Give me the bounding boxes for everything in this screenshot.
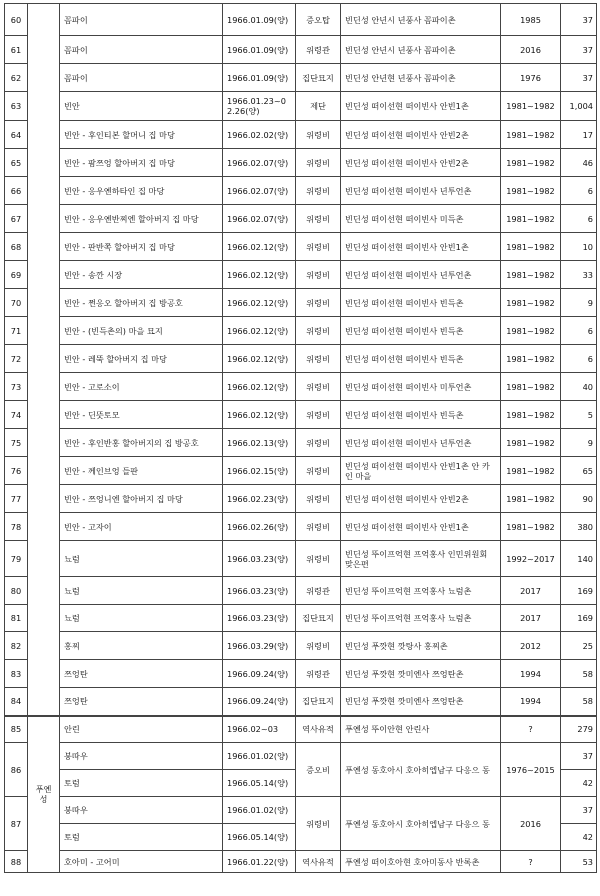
- table-row: [5, 688, 597, 716]
- memorial-type: 증오탑: [296, 4, 341, 36]
- memorial-type: 위령비: [296, 632, 341, 660]
- incident-date: 1966.02.13(양): [223, 429, 296, 457]
- location: 빈딘성 안년현 년풍사 꼼파이촌: [341, 64, 501, 92]
- location: 푸옌성 뚜이안현 안린사: [341, 716, 501, 743]
- victim-count: 40: [561, 373, 597, 401]
- row-number: 79: [5, 541, 28, 577]
- table-row: [5, 605, 597, 632]
- memorial-type: 위령비: [296, 177, 341, 205]
- table-row: [5, 660, 597, 688]
- location: 빈딘성 뚜이프억현 프억홍사 뇨럼촌: [341, 605, 501, 632]
- location: 빈딘성 떠이선현 떠이빈사 빈득촌: [341, 317, 501, 345]
- table-row: [5, 743, 597, 770]
- incident-date: 1966.02.12(양): [223, 289, 296, 317]
- table-row: [5, 513, 597, 541]
- memorial-type: 집단묘지: [296, 688, 341, 716]
- memorial-type: 위령비: [296, 485, 341, 513]
- incident-date: 1966.09.24(양): [223, 660, 296, 688]
- table-row: [5, 261, 597, 289]
- table-row: [5, 632, 597, 660]
- victim-count: 169: [561, 605, 597, 632]
- incident-date: 1966.02.26(양): [223, 513, 296, 541]
- site-name: 꼼파이: [60, 4, 223, 36]
- table-row: [5, 429, 597, 457]
- memorial-type: 위령비: [296, 345, 341, 373]
- built-year: 1994: [501, 660, 561, 688]
- built-year: 1981~1982: [501, 149, 561, 177]
- memorial-type: 위령비: [296, 457, 341, 485]
- site-name: 토럼: [60, 770, 223, 797]
- victim-count: 6: [561, 177, 597, 205]
- site-name: 빈안 - 고로소이: [60, 373, 223, 401]
- victim-count: 37: [561, 797, 597, 824]
- memorial-type: 위령비: [296, 317, 341, 345]
- site-name: 안린: [60, 716, 223, 743]
- row-number: 83: [5, 660, 28, 688]
- incident-date: 1966.02.07(양): [223, 205, 296, 233]
- row-number: 77: [5, 485, 28, 513]
- location: 빈딘성 떠이선현 떠이빈사 안빈1촌 안 카인 마을: [341, 457, 501, 485]
- site-name: 빈안 - 판반쪽 할아버지 집 마당: [60, 233, 223, 261]
- site-name: 빈안 - 쩐응오 할아버지 집 방공호: [60, 289, 223, 317]
- incident-date: 1966.02.12(양): [223, 345, 296, 373]
- built-year: 1981~1982: [501, 177, 561, 205]
- site-name: 빈안 - 팜쯔엉 할아버지 집 마당: [60, 149, 223, 177]
- memorial-type: 위령관: [296, 36, 341, 64]
- location: 빈딘성 떠이선현 떠이빈사 년투언촌: [341, 429, 501, 457]
- row-number: 82: [5, 632, 28, 660]
- built-year: 1981~1982: [501, 121, 561, 149]
- victim-count: 9: [561, 429, 597, 457]
- victim-count: 58: [561, 688, 597, 716]
- memorial-type: 위령비: [296, 261, 341, 289]
- built-year: 1994: [501, 688, 561, 716]
- built-year: 2017: [501, 605, 561, 632]
- memorial-type: 위령관: [296, 660, 341, 688]
- memorial-type: 위령비: [296, 233, 341, 261]
- location: 빈딘성 떠이선현 떠이빈사 안빈1촌: [341, 233, 501, 261]
- location: 빈딘성 안년시 년풍사 꼼파이촌: [341, 4, 501, 36]
- site-name: 빈안 - 께인브엉 들판: [60, 457, 223, 485]
- built-year: 1981~1982: [501, 513, 561, 541]
- built-year: 1981~1982: [501, 233, 561, 261]
- province-cell: 푸옌성: [28, 716, 60, 873]
- incident-date: 1966.02.12(양): [223, 261, 296, 289]
- victim-count: 140: [561, 541, 597, 577]
- memorial-type: 위령비: [296, 121, 341, 149]
- memorial-type: 역사유적: [296, 716, 341, 743]
- incident-date: 1966.01.22(양): [223, 851, 296, 873]
- table-row: [5, 64, 597, 92]
- location: 빈딘성 떠이선현 떠이빈사 미투언촌: [341, 373, 501, 401]
- victim-count: 37: [561, 64, 597, 92]
- row-number: 74: [5, 401, 28, 429]
- row-number: 87: [5, 797, 28, 851]
- incident-date: 1966.02.12(양): [223, 233, 296, 261]
- row-number: 81: [5, 605, 28, 632]
- table-row: [5, 716, 597, 743]
- incident-date: 1966.02.12(양): [223, 401, 296, 429]
- row-number: 70: [5, 289, 28, 317]
- row-number: 71: [5, 317, 28, 345]
- site-name: 빈안 - 후인반홍 할아버지의 집 방공호: [60, 429, 223, 457]
- incident-date: 1966.02~03: [223, 716, 296, 743]
- built-year: 1981~1982: [501, 289, 561, 317]
- built-year: ?: [501, 851, 561, 873]
- table-row: [5, 177, 597, 205]
- site-name: 쯔엉탄: [60, 660, 223, 688]
- row-number: 65: [5, 149, 28, 177]
- location: 빈딘성 떠이선현 떠이빈사 안빈1촌: [341, 513, 501, 541]
- row-number: 66: [5, 177, 28, 205]
- row-number: 88: [5, 851, 28, 873]
- memorial-type: 위령관: [296, 577, 341, 605]
- incident-date: 1966.05.14(양): [223, 770, 296, 797]
- site-name: 빈안 - 응우옌하타인 집 마당: [60, 177, 223, 205]
- site-name: 뇨럼: [60, 577, 223, 605]
- built-year: 2012: [501, 632, 561, 660]
- memorial-type: 위령비: [296, 289, 341, 317]
- built-year: 1981~1982: [501, 205, 561, 233]
- memorial-type: 위령비: [296, 429, 341, 457]
- site-name: 빈안 - 고자이: [60, 513, 223, 541]
- memorial-type: 제단: [296, 92, 341, 121]
- table-row: [5, 851, 597, 873]
- victim-count: 380: [561, 513, 597, 541]
- location: 빈딘성 뚜이프억현 프억홍사 인민위원회 맞은편: [341, 541, 501, 577]
- row-number: 80: [5, 577, 28, 605]
- victim-count: 5: [561, 401, 597, 429]
- location: 푸옌성 동호아시 호아히엡남구 다응으 동: [341, 743, 501, 797]
- incident-date: 1966.03.23(양): [223, 541, 296, 577]
- victim-count: 42: [561, 824, 597, 851]
- incident-date: 1966.01.23~02.26(양): [223, 92, 296, 121]
- row-number: 62: [5, 64, 28, 92]
- incident-date: 1966.02.07(양): [223, 177, 296, 205]
- incident-date: 1966.03.23(양): [223, 605, 296, 632]
- built-year: 1976: [501, 64, 561, 92]
- table-row: [5, 345, 597, 373]
- built-year: 1976~2015: [501, 743, 561, 797]
- site-name: 꼼파이: [60, 36, 223, 64]
- built-year: 1981~1982: [501, 457, 561, 485]
- victim-count: 65: [561, 457, 597, 485]
- victim-count: 10: [561, 233, 597, 261]
- location: 빈딘성 떠이선현 떠이빈사 미득촌: [341, 205, 501, 233]
- built-year: 1981~1982: [501, 401, 561, 429]
- table-row: [5, 4, 597, 36]
- row-number: 86: [5, 743, 28, 797]
- victim-count: 53: [561, 851, 597, 873]
- incident-date: 1966.02.12(양): [223, 317, 296, 345]
- table-row: [5, 577, 597, 605]
- built-year: 1992~2017: [501, 541, 561, 577]
- incident-date: 1966.01.02(양): [223, 797, 296, 824]
- site-name: 빈안 - 레뚝 할아버지 집 마당: [60, 345, 223, 373]
- incident-date: 1966.02.15(양): [223, 457, 296, 485]
- built-year: 1981~1982: [501, 317, 561, 345]
- incident-date: 1966.01.09(양): [223, 4, 296, 36]
- memorial-type: 집단묘지: [296, 64, 341, 92]
- site-name: 붕따우: [60, 797, 223, 824]
- site-name: 빈안 - 후인티본 할머니 집 마당: [60, 121, 223, 149]
- victim-count: 90: [561, 485, 597, 513]
- table-row: [5, 373, 597, 401]
- site-name: 홍찌: [60, 632, 223, 660]
- location: 빈딘성 푸깟현 깟미엔사 쯔엉탄촌: [341, 660, 501, 688]
- incident-date: 1966.03.29(양): [223, 632, 296, 660]
- victim-count: 25: [561, 632, 597, 660]
- location: 빈딘성 떠이선현 떠이빈사 년투언촌: [341, 261, 501, 289]
- site-name: 빈안 - 응우옌반찌엔 할아버지 집 마당: [60, 205, 223, 233]
- victim-count: 169: [561, 577, 597, 605]
- incident-date: 1966.02.12(양): [223, 373, 296, 401]
- victim-count: 58: [561, 660, 597, 688]
- memorial-type: 증오비: [296, 743, 341, 797]
- built-year: 1981~1982: [501, 261, 561, 289]
- memorial-type: 집단묘지: [296, 605, 341, 632]
- memorial-type: 위령비: [296, 513, 341, 541]
- row-number: 75: [5, 429, 28, 457]
- built-year: 2016: [501, 36, 561, 64]
- site-name: 뇨럼: [60, 541, 223, 577]
- site-name: 빈안 - 송깐 시장: [60, 261, 223, 289]
- location: 빈딘성 푸깟현 깟탕사 홍찌촌: [341, 632, 501, 660]
- table-row: [5, 121, 597, 149]
- built-year: 2017: [501, 577, 561, 605]
- location: 빈딘성 푸깟현 깟미엔사 쯔엉탄촌: [341, 688, 501, 716]
- victim-count: 6: [561, 345, 597, 373]
- victim-count: 37: [561, 743, 597, 770]
- built-year: 1981~1982: [501, 92, 561, 121]
- massacre-sites-table: [4, 3, 597, 873]
- incident-date: 1966.01.09(양): [223, 36, 296, 64]
- memorial-type: 위령비: [296, 205, 341, 233]
- row-number: 60: [5, 4, 28, 36]
- location: 빈딘성 떠이선현 떠이빈사 년투언촌: [341, 177, 501, 205]
- table-row: [5, 457, 597, 485]
- table-row: [5, 401, 597, 429]
- incident-date: 1966.01.02(양): [223, 743, 296, 770]
- site-name: 토럼: [60, 824, 223, 851]
- site-name: 빈안 - 쯔엉니엔 할아버지 집 마당: [60, 485, 223, 513]
- built-year: 1981~1982: [501, 429, 561, 457]
- location: 빈딘성 떠이선현 떠이빈사 안빈2촌: [341, 485, 501, 513]
- row-number: 78: [5, 513, 28, 541]
- row-number: 68: [5, 233, 28, 261]
- incident-date: 1966.02.23(양): [223, 485, 296, 513]
- table-row: [5, 485, 597, 513]
- victim-count: 42: [561, 770, 597, 797]
- location: 빈딘성 떠이선현 떠이빈사 빈득촌: [341, 345, 501, 373]
- table-row: [5, 149, 597, 177]
- built-year: 1985: [501, 4, 561, 36]
- location: 빈딘성 떠이선현 떠이빈사 빈득촌: [341, 401, 501, 429]
- incident-date: 1966.02.02(양): [223, 121, 296, 149]
- incident-date: 1966.09.24(양): [223, 688, 296, 716]
- row-number: 76: [5, 457, 28, 485]
- built-year: 2016: [501, 797, 561, 851]
- victim-count: 17: [561, 121, 597, 149]
- site-name: 호아미 - 고어미: [60, 851, 223, 873]
- location: 빈딘성 뚜이프억현 프억홍사 뇨럼촌: [341, 577, 501, 605]
- victim-count: 1,004: [561, 92, 597, 121]
- site-name: 빈안 - (빈득촌의) 마을 묘지: [60, 317, 223, 345]
- location: 빈딘성 떠이선현 떠이빈사 안빈1촌: [341, 92, 501, 121]
- site-name: 빈안: [60, 92, 223, 121]
- site-name: 쯔엉탄: [60, 688, 223, 716]
- built-year: ?: [501, 716, 561, 743]
- victim-count: 6: [561, 317, 597, 345]
- table-row: [5, 92, 597, 121]
- province-cell: [28, 4, 60, 716]
- incident-date: 1966.02.07(양): [223, 149, 296, 177]
- site-name: 빈안 - 딘뜻토모: [60, 401, 223, 429]
- location: 빈딘성 떠이선현 떠이빈사 안빈2촌: [341, 149, 501, 177]
- row-number: 72: [5, 345, 28, 373]
- table-row: [5, 205, 597, 233]
- built-year: 1981~1982: [501, 373, 561, 401]
- table-row: [5, 233, 597, 261]
- victim-count: 6: [561, 205, 597, 233]
- location: 빈딘성 안년시 년풍사 꼼파이촌: [341, 36, 501, 64]
- victim-count: 33: [561, 261, 597, 289]
- row-number: 64: [5, 121, 28, 149]
- row-number: 69: [5, 261, 28, 289]
- memorial-type: 위령비: [296, 373, 341, 401]
- memorial-type: 위령비: [296, 541, 341, 577]
- memorial-type: 역사유적: [296, 851, 341, 873]
- location: 빈딘성 떠이선현 떠이빈사 안빈2촌: [341, 121, 501, 149]
- incident-date: 1966.03.23(양): [223, 577, 296, 605]
- incident-date: 1966.01.09(양): [223, 64, 296, 92]
- row-number: 85: [5, 716, 28, 743]
- site-name: 붕따우: [60, 743, 223, 770]
- victim-count: 279: [561, 716, 597, 743]
- table-row: [5, 36, 597, 64]
- built-year: 1981~1982: [501, 485, 561, 513]
- location: 푸옌성 동호아시 호아히엡남구 다응으 동: [341, 797, 501, 851]
- table-row: [5, 289, 597, 317]
- row-number: 84: [5, 688, 28, 716]
- victim-count: 37: [561, 4, 597, 36]
- memorial-type: 위령비: [296, 149, 341, 177]
- table-row: [5, 541, 597, 577]
- table-row: [5, 797, 597, 824]
- row-number: 61: [5, 36, 28, 64]
- table-row: [5, 317, 597, 345]
- site-name: 뇨럼: [60, 605, 223, 632]
- site-name: 꼼파이: [60, 64, 223, 92]
- incident-date: 1966.05.14(양): [223, 824, 296, 851]
- row-number: 73: [5, 373, 28, 401]
- victim-count: 46: [561, 149, 597, 177]
- victim-count: 37: [561, 36, 597, 64]
- memorial-type: 위령비: [296, 401, 341, 429]
- memorial-type: 위령비: [296, 797, 341, 851]
- location: 빈딘성 떠이선현 떠이빈사 빈득촌: [341, 289, 501, 317]
- row-number: 63: [5, 92, 28, 121]
- row-number: 67: [5, 205, 28, 233]
- built-year: 1981~1982: [501, 345, 561, 373]
- victim-count: 9: [561, 289, 597, 317]
- location: 푸옌성 떠이호아현 호아미동사 반록촌: [341, 851, 501, 873]
